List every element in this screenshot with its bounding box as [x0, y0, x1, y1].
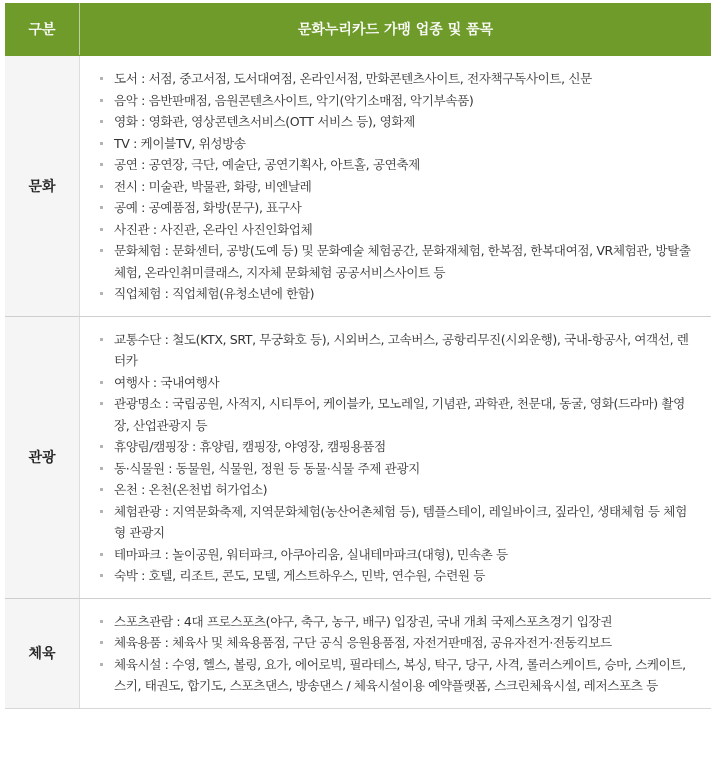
list-item-text: 도서 : 서점, 중고서점, 도서대여점, 온라인서점, 만화콘텐츠사이트, 전자책구독사이트, 신문	[114, 71, 592, 86]
table-row	[5, 316, 711, 598]
list-item-text: 문화체험 : 문화센터, 공방(도예 등) 및 문화예술 체험공간, 문화재체험, 한복점, 한복대여점, VR체험관, 방탈출체험, 온라인취미클래스, 지자체 문화체험 공공서비스사이트 등	[114, 243, 691, 280]
header-items: 문화누리카드 가맹 업종 및 품목	[297, 22, 494, 38]
list-item	[100, 133, 697, 155]
list-item	[100, 283, 697, 305]
list-item	[100, 219, 697, 241]
bullet-icon	[100, 467, 103, 470]
table-header	[5, 3, 711, 55]
list-item	[100, 501, 697, 544]
list-item	[100, 176, 697, 198]
list-item-text: 직업체험 : 직업체험(유청소년에 한함)	[114, 286, 315, 301]
bullet-icon	[100, 445, 103, 448]
list-item	[100, 654, 697, 697]
bullet-icon	[100, 163, 103, 166]
list-item	[100, 458, 697, 480]
table-row	[5, 598, 711, 708]
list-item	[100, 479, 697, 501]
bullet-icon	[100, 381, 103, 384]
items-cell	[80, 599, 711, 708]
bullet-icon	[100, 620, 103, 623]
list-item	[100, 393, 697, 436]
list-item-text: 영화 : 영화관, 영상콘텐츠서비스(OTT 서비스 등), 영화제	[114, 114, 415, 129]
bullet-icon	[100, 99, 103, 102]
list-item-text: 교통수단 : 철도(KTX, SRT, 무궁화호 등), 시외버스, 고속버스, 공항리무진(시외운행), 국내-항공사, 여객선, 렌터카	[114, 331, 689, 368]
category-cell: 체육	[5, 599, 80, 708]
list-item	[100, 436, 697, 458]
bullet-icon	[100, 120, 103, 123]
bullet-icon	[100, 206, 103, 209]
list-item-text: 관광명소 : 국립공원, 사적지, 시티투어, 케이블카, 모노레일, 기념관, 과학관, 천문대, 동굴, 영화(드라마) 촬영장, 산업관광지 등	[114, 396, 685, 433]
list-item-text: TV : 케이블TV, 위성방송	[114, 135, 246, 151]
bullet-icon	[100, 185, 103, 188]
list-item-text: 테마파크 : 놀이공원, 워터파크, 아쿠아리움, 실내테마파크(대형), 민속촌 등	[114, 546, 508, 562]
bullet-icon	[100, 510, 103, 513]
list-item-text: 휴양림/캠핑장 : 휴양림, 캠핑장, 야영장, 캠핑용품점	[114, 439, 386, 454]
bullet-icon	[100, 553, 103, 556]
list-item	[100, 544, 697, 566]
items-cell	[80, 317, 711, 598]
list-item-text: 체육시설 : 수영, 헬스, 볼링, 요가, 에어로빅, 필라테스, 복싱, 탁구, 당구, 사격, 롤러스케이트, 승마, 스케이트, 스키, 태권도, 합기도, 스포츠댄스, 방송댄스 / 체육시설이용 예약플랫폼, 스크린체육시설, 레저스포츠 등	[114, 656, 686, 693]
list-item	[100, 111, 697, 133]
list-item-text: 전시 : 미술관, 박물관, 화랑, 비엔날레	[114, 178, 312, 194]
list-item	[100, 632, 697, 654]
list-item	[100, 197, 697, 219]
merchant-category-table	[5, 3, 711, 709]
list-item	[100, 90, 697, 112]
bullet-icon	[100, 77, 103, 80]
list-item	[100, 240, 697, 283]
list-item-text: 동·식물원 : 동물원, 식물원, 정원 등 동물·식물 주제 관광지	[114, 460, 420, 476]
bullet-icon	[100, 228, 103, 231]
list-item	[100, 565, 697, 587]
bullet-icon	[100, 338, 103, 341]
list-item	[100, 372, 697, 394]
list-item-text: 공연 : 공연장, 극단, 예술단, 공연기획사, 아트홀, 공연축제	[114, 157, 420, 172]
list-item-text: 체험관광 : 지역문화축제, 지역문화체험(농산어촌체험 등), 템플스테이, 레일바이크, 짚라인, 생태체험 등 체험형 관광지	[114, 503, 687, 540]
category-cell: 관광	[5, 317, 80, 598]
list-item	[100, 329, 697, 372]
list-item-text: 사진관 : 사진관, 온라인 사진인화업체	[114, 221, 313, 237]
list-item	[100, 68, 697, 90]
bullet-icon	[100, 488, 103, 491]
category-cell: 문화	[5, 56, 80, 316]
items-cell	[80, 56, 711, 316]
list-item	[100, 611, 697, 633]
list-item-text: 스포츠관람 : 4대 프로스포츠(야구, 축구, 농구, 배구) 입장권, 국내 개최 국제스포츠경기 입장권	[114, 613, 613, 629]
bullet-icon	[100, 663, 103, 666]
list-item-text: 여행사 : 국내여행사	[114, 374, 220, 390]
bullet-icon	[100, 142, 103, 145]
header-category: 구분	[5, 3, 80, 55]
bullet-icon	[100, 641, 103, 644]
list-item-text: 음악 : 음반판매점, 음원콘텐츠사이트, 악기(악기소매점, 악기부속품)	[114, 92, 474, 108]
bullet-icon	[100, 249, 103, 252]
list-item	[100, 154, 697, 176]
list-item-text: 공예 : 공예품점, 화방(문구), 표구사	[114, 200, 302, 215]
list-item-text: 숙박 : 호텔, 리조트, 콘도, 모텔, 게스트하우스, 민박, 연수원, 수련원 등	[114, 568, 486, 583]
list-item-text: 온천 : 온천(온천법 허가업소)	[114, 482, 268, 497]
bullet-icon	[100, 402, 103, 405]
list-item-text: 체육용품 : 체육사 및 체육용품점, 구단 공식 응원용품점, 자전거판매점, 공유자전거·전동킥보드	[114, 635, 612, 650]
table-row	[5, 55, 711, 316]
bullet-icon	[100, 574, 103, 577]
bullet-icon	[100, 292, 103, 295]
